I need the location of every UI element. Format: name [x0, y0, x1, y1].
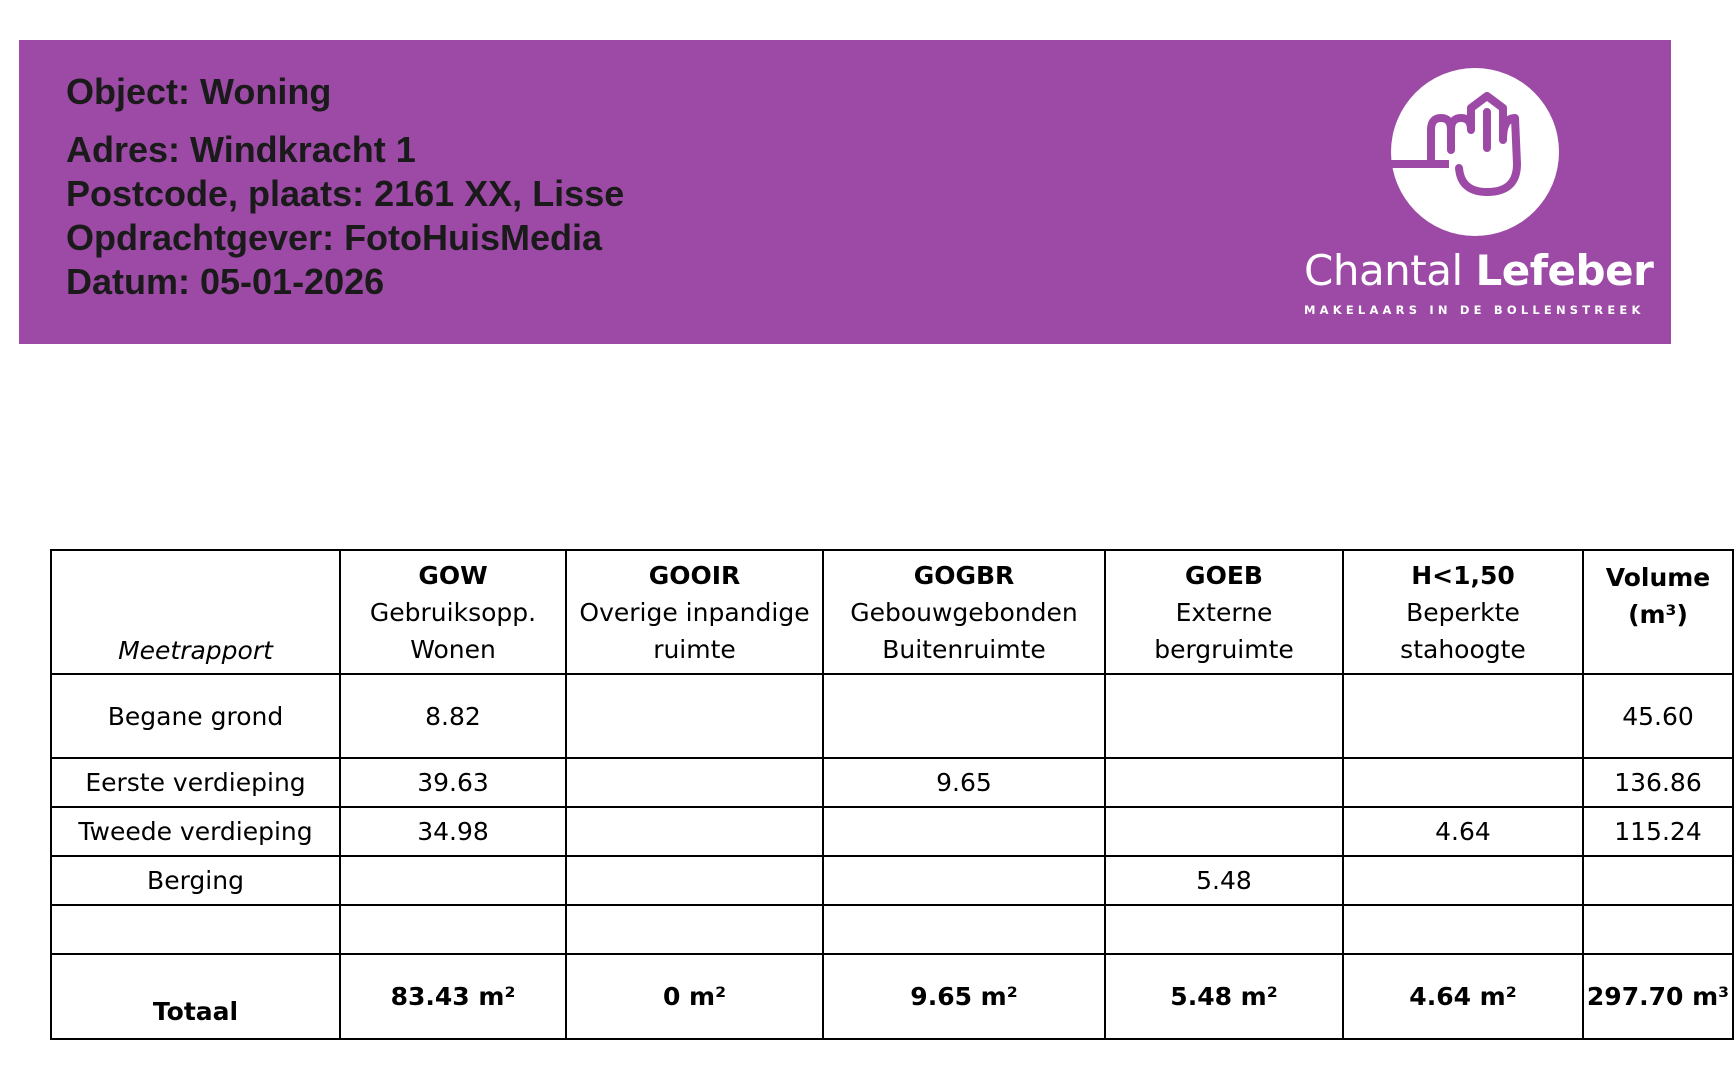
table-cell	[1105, 807, 1343, 856]
row-label	[51, 905, 340, 954]
table-cell: 45.60	[1583, 674, 1733, 758]
table-row	[51, 856, 1733, 905]
header-banner	[19, 40, 1671, 344]
table-cell	[566, 674, 823, 758]
total-cell: 83.43 m²	[340, 954, 566, 1039]
table-cell	[1343, 856, 1583, 905]
table-cell	[1583, 856, 1733, 905]
table-cell: 115.24	[1583, 807, 1733, 856]
table-header-row	[51, 550, 1733, 674]
table-cell	[1343, 758, 1583, 807]
total-cell: 5.48 m²	[1105, 954, 1343, 1039]
row-label: Eerste verdieping	[51, 758, 340, 807]
date-line: Datum: 05-01-2026	[66, 261, 385, 302]
table-cell	[823, 807, 1105, 856]
table-cell	[340, 905, 566, 954]
column-header: H<1,50 Beperkte stahoogte	[1343, 550, 1583, 674]
total-cell: 0 m²	[566, 954, 823, 1039]
column-header: Volume (m³)	[1583, 550, 1733, 674]
table-cell	[566, 807, 823, 856]
table-row	[51, 758, 1733, 807]
table-cell	[823, 905, 1105, 954]
table-cell	[340, 856, 566, 905]
total-cell: 9.65 m²	[823, 954, 1105, 1039]
logo-tagline: MAKELAARS IN DE BOLLENSTREEK	[1304, 303, 1645, 317]
total-row	[51, 954, 1733, 1039]
table-cell	[566, 905, 823, 954]
table-cell	[823, 856, 1105, 905]
object-line: Object: Woning	[66, 71, 332, 112]
corner-label: Meetrapport	[51, 550, 340, 674]
row-label: Begane grond	[51, 674, 340, 758]
total-label: Totaal	[51, 954, 340, 1039]
table-cell: 39.63	[340, 758, 566, 807]
table-cell	[1105, 674, 1343, 758]
table-cell	[1583, 905, 1733, 954]
total-cell: 4.64 m²	[1343, 954, 1583, 1039]
table-cell: 9.65	[823, 758, 1105, 807]
table-row	[51, 674, 1733, 758]
column-header: GOGBR Gebouwgebonden Buitenruimte	[823, 550, 1105, 674]
column-header: GOW Gebruiksopp. Wonen	[340, 550, 566, 674]
table-cell	[823, 674, 1105, 758]
address-line: Adres: Windkracht 1	[66, 129, 416, 170]
total-cell: 297.70 m³	[1583, 954, 1733, 1039]
logo-wordmark: Chantal Lefeber	[1304, 246, 1654, 295]
postcode-line: Postcode, plaats: 2161 XX, Lisse	[66, 173, 625, 214]
table-row	[51, 807, 1733, 856]
column-header: GOOIR Overige inpandige ruimte	[566, 550, 823, 674]
tulip-house-icon	[1391, 68, 1559, 236]
table-cell	[1343, 905, 1583, 954]
table-cell	[1105, 905, 1343, 954]
table-cell	[1343, 674, 1583, 758]
table-cell	[566, 856, 823, 905]
table-cell: 136.86	[1583, 758, 1733, 807]
row-label: Berging	[51, 856, 340, 905]
column-header: GOEB Externe bergruimte	[1105, 550, 1343, 674]
table-cell	[1105, 758, 1343, 807]
table-cell: 34.98	[340, 807, 566, 856]
table-row	[51, 905, 1733, 954]
table-cell	[566, 758, 823, 807]
table-cell: 4.64	[1343, 807, 1583, 856]
client-line: Opdrachtgever: FotoHuisMedia	[66, 217, 603, 258]
table-cell: 5.48	[1105, 856, 1343, 905]
property-info	[66, 70, 624, 304]
row-label: Tweede verdieping	[51, 807, 340, 856]
measurement-table	[50, 549, 1734, 1040]
company-logo	[1304, 68, 1654, 328]
table-cell: 8.82	[340, 674, 566, 758]
